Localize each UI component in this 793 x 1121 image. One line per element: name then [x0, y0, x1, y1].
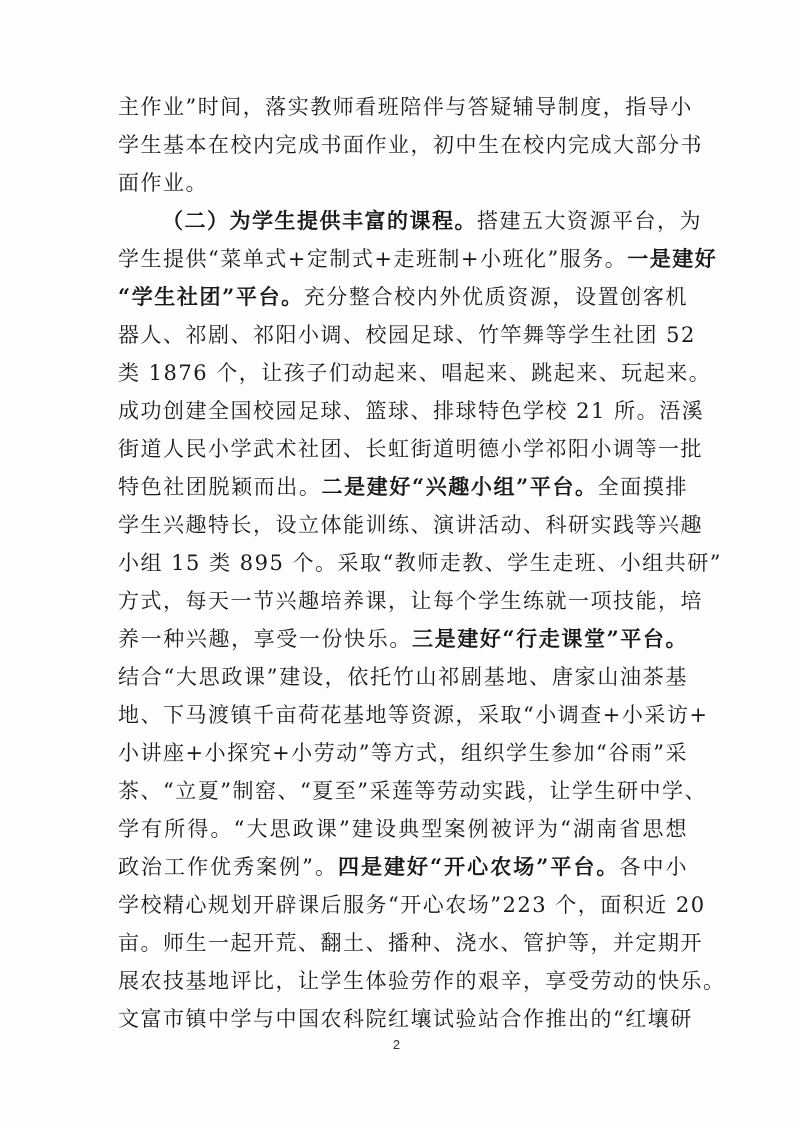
text-line — [118, 202, 702, 240]
text-line — [118, 658, 688, 696]
text-span: 地、下马渡镇千亩荷花基地等资源，采取“小调查+小采访+ — [118, 703, 709, 727]
text-line — [118, 430, 703, 468]
text-span: 各中小 — [619, 855, 688, 879]
bold-text-span: 二是建好“兴趣小组”平台。 — [321, 474, 598, 499]
text-span: 养一种兴趣，享受一份快乐。 — [118, 627, 412, 651]
text-span: 搭建五大资源平台，为 — [477, 209, 702, 233]
text-span: 学生提供“菜单式+定制式+走班制+小班化”服务。 — [118, 247, 628, 271]
text-span: 器人、祁剧、祁阳小调、校园足球、竹竿舞等学生社团 52 — [118, 323, 696, 347]
text-line — [118, 278, 688, 316]
text-line — [118, 544, 722, 582]
text-line — [118, 620, 688, 658]
bold-text-span: （二）为学生提供丰富的课程。 — [162, 208, 477, 233]
text-line — [118, 506, 703, 544]
text-line — [118, 582, 703, 620]
text-line — [118, 962, 726, 1000]
text-line — [118, 924, 703, 962]
text-span: 展农技基地评比，让学生体验劳作的艰辛，享受劳动的快乐。 — [118, 969, 726, 993]
bold-text-span: 一是建好 — [627, 246, 718, 271]
text-line — [118, 240, 718, 278]
text-line — [118, 354, 712, 392]
text-line — [118, 772, 707, 810]
text-span: 文富市镇中学与中国农科院红壤试验站合作推出的“红壤研 — [118, 1007, 693, 1031]
text-span: 学生基本在校内完成书面作业，初中生在校内完成大部分书 — [118, 133, 703, 157]
text-line — [118, 88, 693, 126]
text-span: 茶、“立夏”制窑、“夏至”采莲等劳动实践，让学生研中学、 — [118, 779, 707, 803]
text-line — [118, 734, 688, 772]
text-span: 方式，每天一节兴趣培养课，让每个学生练就一项技能，培 — [118, 589, 703, 613]
text-span: 主作业”时间，落实教师看班陪伴与答疑辅导制度，指导小 — [118, 95, 693, 119]
bold-text-span: “学生社团”平台。 — [118, 284, 304, 309]
text-span: 街道人民小学武术社团、长虹街道明德小学祁阳小调等一批 — [118, 437, 703, 461]
text-span: 特色社团脱颖而出。 — [118, 475, 322, 499]
bold-text-span: 三是建好“行走课堂”平台。 — [411, 626, 688, 651]
text-line — [118, 126, 703, 164]
text-span: 结合“大思政课”建设，依托竹山祁剧基地、唐家山油茶基 — [118, 665, 688, 689]
body-text — [118, 88, 726, 1038]
text-line — [118, 696, 709, 734]
text-span: 政治工作优秀案例”。 — [118, 855, 338, 879]
text-line — [118, 886, 706, 924]
text-line — [118, 468, 688, 506]
bold-text-span: 四是建好“开心农场”平台。 — [337, 854, 620, 879]
text-span: 类 1876 个，让孩子们动起来、唱起来、跳起来、玩起来。 — [118, 361, 712, 385]
text-span: 面作业。 — [118, 171, 208, 195]
text-span: 小组 15 类 895 个。采取“教师走教、学生走班、小组共研” — [118, 551, 722, 575]
text-line — [118, 164, 688, 202]
text-line — [118, 848, 688, 886]
page-number: 2 — [392, 1037, 401, 1052]
text-line — [118, 810, 688, 848]
text-span: 小讲座+小探究+小劳动”等方式，组织学生参加“谷雨”采 — [118, 741, 688, 765]
text-line — [118, 316, 696, 354]
text-span: 全面摸排 — [597, 475, 689, 499]
text-line — [118, 392, 705, 430]
text-span: 亩。师生一起开荒、翻土、播种、浇水、管护等，并定期开 — [118, 931, 703, 955]
text-span: 学校精心规划开辟课后服务“开心农场”223 个，面积近 20 — [118, 893, 706, 917]
text-line — [118, 1000, 693, 1038]
text-span: 充分整合校内外优质资源，设置创客机 — [303, 285, 688, 309]
text-span: 成功创建全国校园足球、篮球、排球特色学校 21 所。浯溪 — [118, 399, 705, 423]
text-span: 学生兴趣特长，设立体能训练、演讲活动、科研实践等兴趣 — [118, 513, 703, 537]
text-span: 学有所得。“大思政课”建设典型案例被评为“湖南省思想 — [118, 817, 688, 841]
